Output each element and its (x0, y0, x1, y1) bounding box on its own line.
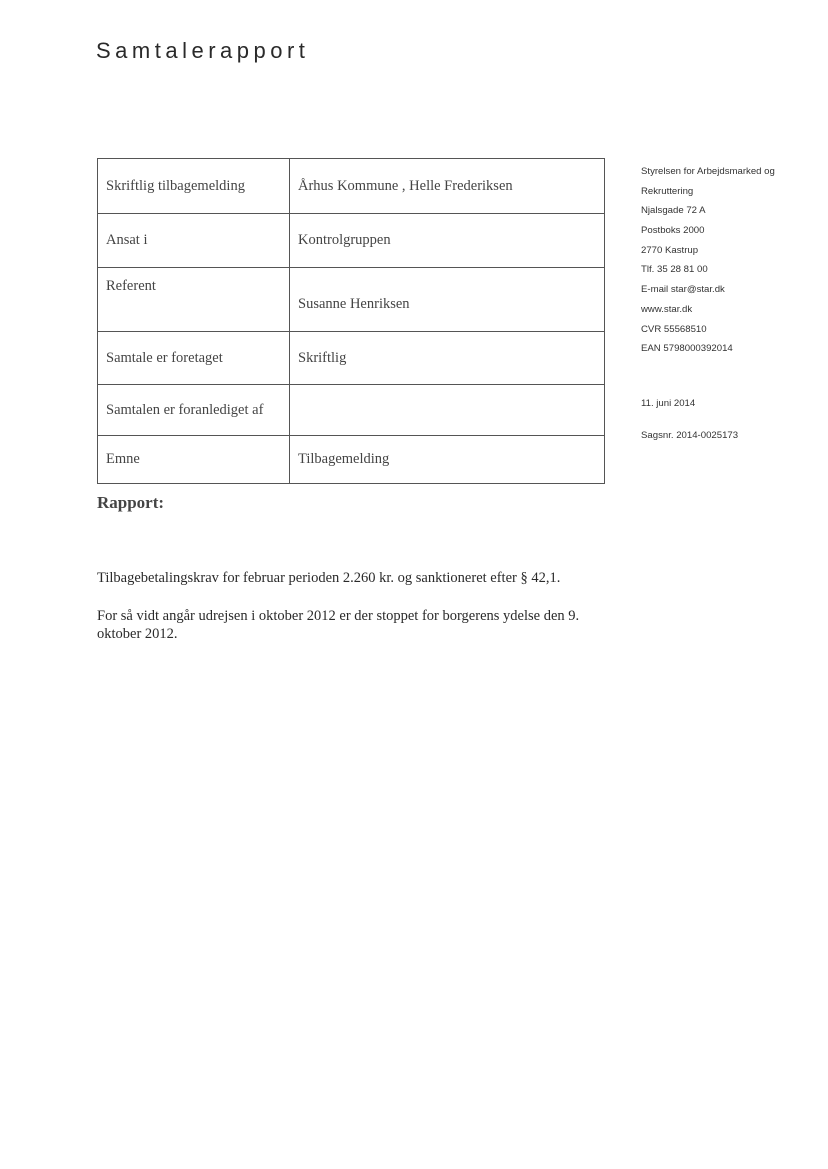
table-value: Tilbagemelding (290, 436, 605, 484)
sender-ean: EAN 5798000392014 (641, 343, 733, 355)
page-title: Samtalerapport (96, 38, 310, 63)
table-value (290, 385, 605, 436)
sender-phone: Tlf. 35 28 81 00 (641, 264, 708, 276)
table-value: Susanne Henriksen (290, 268, 605, 332)
report-paragraph: Tilbagebetalingskrav for februar perioden 2.260 kr. og sanktioneret efter § 42,1. (97, 570, 561, 586)
sender-street: Njalsgade 72 A (641, 205, 706, 217)
table-value: Kontrolgruppen (290, 214, 605, 268)
report-paragraph: For så vidt angår udrejsen i oktober 2012 er der stoppet for borgerens ydelse den 9. oktober 2012. (97, 608, 580, 642)
document-date: 11. juni 2014 (641, 398, 696, 409)
sender-address-block (641, 162, 821, 441)
sender-city: 2770 Kastrup (641, 244, 699, 256)
table-label: Emne (98, 436, 290, 484)
table-row-subject (98, 436, 605, 484)
table-label: Skriftlig tilbagemelding (98, 159, 290, 214)
sender-website: www.star.dk (641, 303, 693, 315)
table-value: Skriftlig (290, 332, 605, 385)
sender-cvr: CVR 55568510 (641, 323, 707, 335)
table-row-written-feedback (98, 159, 605, 214)
sender-name-cont: Rekruttering (641, 185, 694, 197)
report-info-table (97, 158, 605, 484)
sender-name: Styrelsen for Arbejdsmarked og (641, 166, 775, 177)
table-label: Ansat i (98, 214, 290, 268)
table-row-initiated-by (98, 385, 605, 436)
table-label: Samtale er foretaget (98, 332, 290, 385)
table-label: Referent (98, 268, 290, 332)
sender-po-box: Postboks 2000 (641, 225, 705, 237)
table-label: Samtalen er foranlediget af (98, 385, 290, 436)
table-row-employed-in (98, 214, 605, 268)
table-row-referent (98, 268, 605, 332)
table-value: Århus Kommune , Helle Frederiksen (290, 159, 605, 214)
report-heading: Rapport: (97, 493, 165, 512)
sender-email: E-mail star@star.dk (641, 284, 725, 296)
case-number: Sagsnr. 2014-0025173 (641, 430, 739, 441)
table-row-conversation-method (98, 332, 605, 385)
